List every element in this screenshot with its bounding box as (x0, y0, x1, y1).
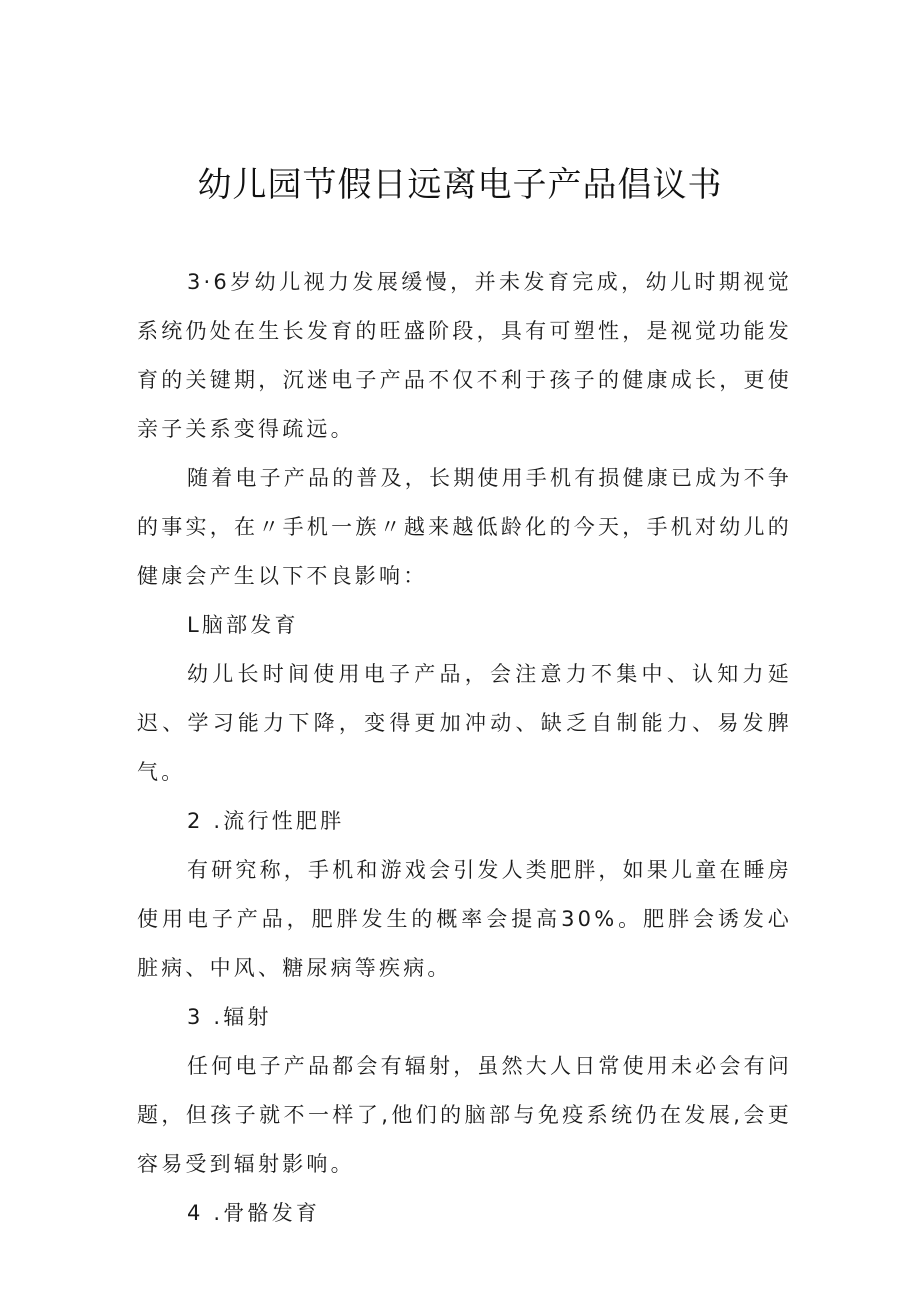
brain-paragraph: 幼儿长时间使用电子产品，会注意力不集中、认知力延迟、学习能力下降，变得更加冲动、缺乏自制能力、易发脾气。 (137, 662, 792, 784)
document-title: 幼儿园节假日远离电子产品倡议书 (197, 165, 723, 205)
section-heading-radiation: 3 .辐射 (187, 1005, 272, 1029)
intro-paragraph: 3·6岁幼儿视力发展缓慢，并未发育完成，幼儿时期视觉系统仍处在生长发育的旺盛阶段，具有可塑性，是视觉功能发育的关键期，沉迷电子产品不仅不利于孩子的健康成长，更使亲子关系变得疏远。 (137, 270, 792, 441)
section-heading-brain: L脑部发育 (187, 613, 299, 637)
context-paragraph: 随着电子产品的普及，长期使用手机有损健康已成为不争的事实，在〃手机一族〃越来越低龄化的今天，手机对幼儿的健康会产生以下不良影响： (137, 466, 792, 588)
section-heading-bones: 4 .骨骼发育 (187, 1201, 321, 1225)
document-body (137, 258, 792, 1238)
section-heading-obesity: 2 .流行性肥胖 (187, 809, 345, 833)
obesity-paragraph: 有研究称，手机和游戏会引发人类肥胖，如果儿童在睡房使用电子产品，肥胖发生的概率会提高30%。肥胖会诱发心脏病、中风、糖尿病等疾病。 (137, 858, 792, 980)
radiation-paragraph: 任何电子产品都会有辐射，虽然大人日常使用未必会有问题，但孩子就不一样了,他们的脑部与免疫系统仍在发展,会更容易受到辐射影响。 (137, 1054, 792, 1176)
